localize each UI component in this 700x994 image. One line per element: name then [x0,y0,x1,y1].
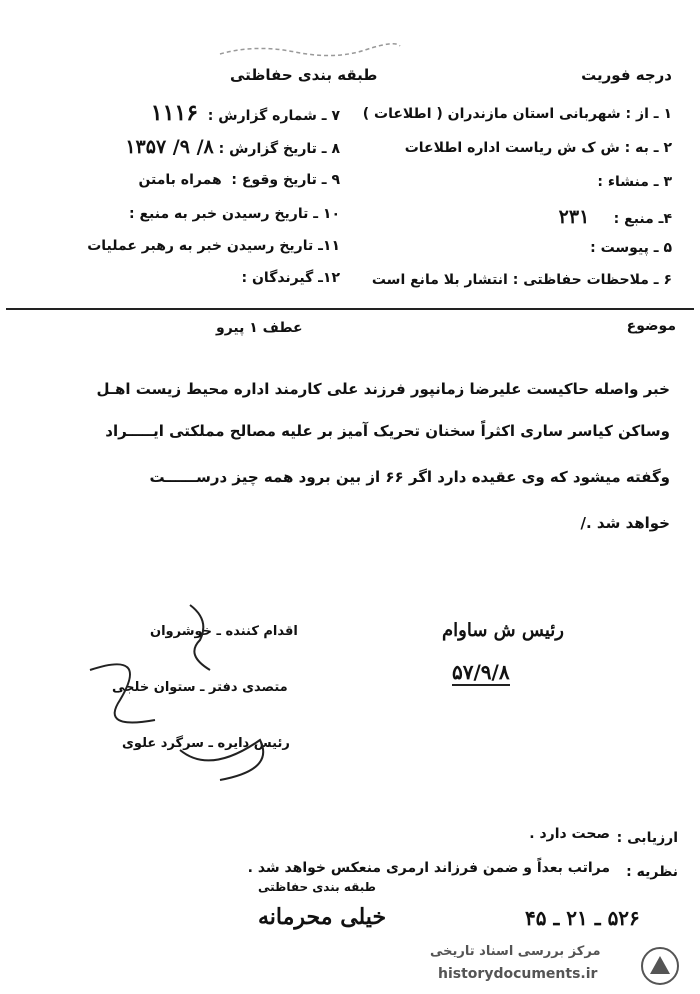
signature-action-officer: اقدام کننده ـ خوشروان [150,624,298,639]
signature-desk-officer: متصدی دفتر ـ ستوان خلجی [112,680,288,695]
footer-doc-code: ۵۲۶ ـ ۲۱ ـ ۴۵ [525,906,640,930]
footer-classification-label: طبقه بندی حفاظتی [258,880,376,894]
evaluation-label: ارزیابی : [616,830,678,846]
handwritten-date: ۵۷/۹/۸ [452,660,510,684]
handwritten-signature-scrawl [60,600,300,800]
handwritten-note: رئیس ش ساوام [442,620,564,641]
watermark-title: مرکز بررسی اسناد تاریخی [430,944,601,959]
classification-label: طبقه بندی حفاظتی [230,66,378,84]
field-report-date: ۸ ـ تاریخ گزارش : ۸/ ۹/ ۱۳۵۷ [125,136,340,158]
field-origin: ۳ ـ منشاء : [597,174,672,190]
field-security-notes: ۶ ـ ملاحظات حفاظتی : انتشار بلا مانع است [371,272,672,288]
signature-dept-head: رئیس دایره ـ سرگرد علوی [122,736,290,751]
margin-form-number [0,114,2,199]
footer-classification-value: خیلی محرمانه [258,904,387,930]
body-line-4: خواهد شد ./ [580,514,670,532]
field-date-to-source: ۱۰ ـ تاریخ رسیدن خبر به منبع : [128,206,340,222]
field-date-to-ops: ۱۱ـ تاریخ رسیدن خبر به رهبر عملیات [87,238,340,254]
subject-reference: عطف ۱ پیرو [216,320,303,336]
field-to: ۲ ـ به : ش ک ش ریاست اداره اطلاعات [404,140,672,156]
field-attachment: ۵ ـ پیوست : [590,240,672,256]
field-source: ۴ـ منبع : ۲۳۱ [558,206,672,228]
evaluation-value: صحت دارد . [529,826,610,842]
subject-label: موضوع [626,318,676,334]
field-recipients: ۱۲ـ گیرندگان : [241,270,340,286]
header-divider [6,308,694,310]
top-scribble [215,40,405,60]
opinion-label: نظریه : [626,864,678,880]
body-line-2: وساکن کیاسر ساری اکثراً سخنان تحریک آمیز بر علیه مصالح مملکتی ایـــــراد [105,422,670,440]
priority-label: درجه فوریت [581,66,672,84]
body-line-1: خبر واصله حاکیست علیرضا زمانپور فرزند علی کارمند اداره محیط زیست اهـل [96,380,670,398]
opinion-value: مراتب بعداً و ضمن فرزاند ارمری منعکس خواهد شد . [247,860,610,876]
watermark-url: historydocuments.ir [438,966,598,982]
watermark-logo-icon [640,946,680,986]
field-report-number: ۷ ـ شماره گزارش : ۱۱۱۶ [150,100,340,126]
body-line-3: وگفته میشود که وی عقیده دارد اگر ۶۶ از بین برود همه چیز درســــــت [149,468,670,486]
field-occurrence-date: ۹ ـ تاریخ وقوع : همراه بامتن [138,172,340,188]
field-from: ۱ ـ از : شهربانی استان مازندران ( اطلاعات ) [362,106,672,122]
